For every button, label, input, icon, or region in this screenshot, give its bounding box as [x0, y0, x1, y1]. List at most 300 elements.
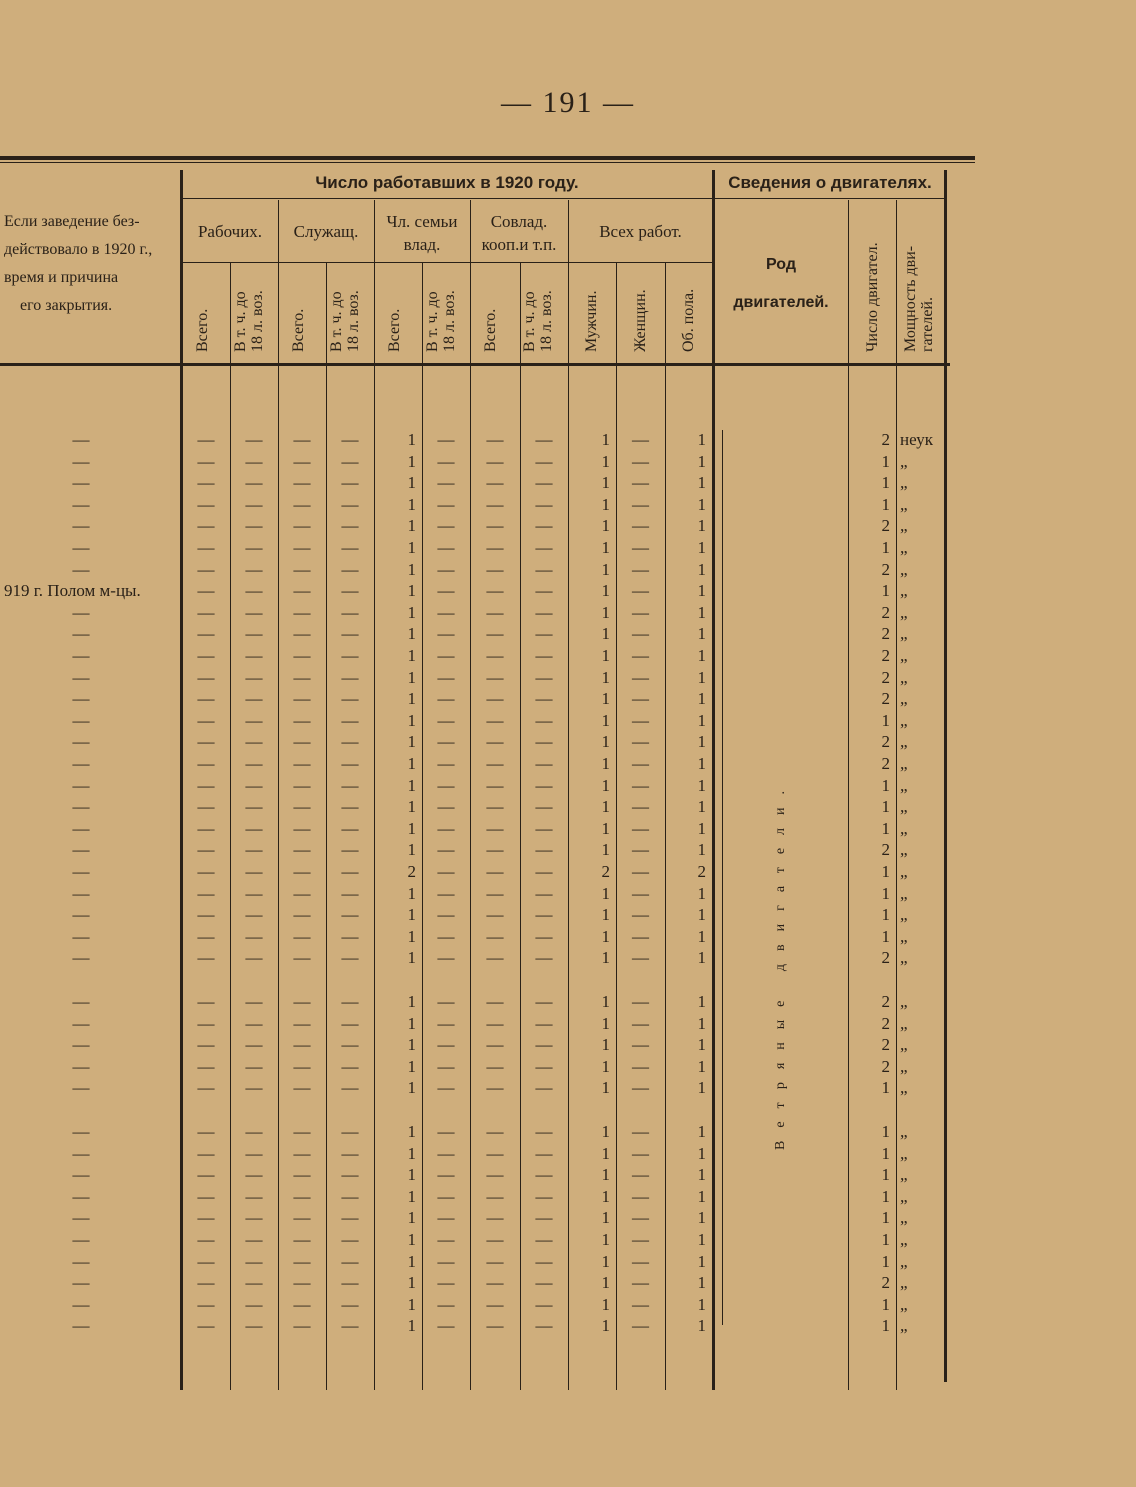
family-total-cell: 1 [407, 689, 416, 709]
engine-power-cell: „ [900, 1122, 908, 1141]
dash-cell: — [535, 883, 553, 903]
dash-cell: — [341, 1035, 359, 1055]
dash-cell: — [245, 624, 263, 644]
subcol-line: В т. ч. до [232, 291, 249, 352]
dash-cell: — [341, 1013, 359, 1033]
dash-cell: — [632, 818, 649, 838]
men-cell: 1 [601, 1122, 610, 1141]
dash-cell: — [535, 732, 553, 752]
dash-cell: — [293, 1251, 311, 1271]
dash-cell: — [341, 581, 359, 601]
both-cell: 1 [697, 710, 706, 730]
dash-cell: — [341, 1316, 359, 1336]
men-cell: 1 [601, 883, 610, 903]
dash-cell: — [293, 926, 311, 946]
family-total-cell: 1 [407, 732, 416, 752]
dash-cell: — [341, 1251, 359, 1271]
dash-cell: — [293, 948, 311, 968]
closure-cell: — [72, 732, 90, 752]
dash-cell: — [245, 602, 263, 622]
family-total-cell: 1 [407, 430, 416, 449]
men-cell: 1 [601, 1186, 610, 1206]
dash-cell: — [632, 559, 649, 579]
both-cell: 1 [697, 1294, 706, 1314]
engine-power-cell: „ [900, 883, 908, 903]
dash-cell: — [293, 992, 311, 1011]
dash-cell: — [486, 1186, 504, 1206]
dash-cell: — [197, 948, 215, 968]
dash-cell: — [245, 948, 263, 968]
dash-cell: — [341, 710, 359, 730]
engine-count-cell: 1 [881, 862, 890, 881]
subcol-line: В т. ч. до [424, 291, 441, 352]
both-cell: 1 [697, 1078, 706, 1098]
engine-power-cell: „ [900, 689, 908, 709]
dash-cell: — [293, 1186, 311, 1206]
dash-cell: — [437, 732, 455, 752]
dash-cell: — [245, 516, 263, 536]
dash-cell: — [486, 1208, 504, 1228]
engine-count-cell: 1 [881, 538, 890, 557]
engine-power-cell: „ [900, 624, 908, 644]
engine-power-cell: „ [900, 797, 908, 817]
dash-cell: — [197, 689, 215, 709]
dash-cell: — [632, 1143, 649, 1163]
men-cell: 1 [601, 948, 610, 968]
men-cell: 1 [601, 538, 610, 557]
men-cell: 1 [601, 992, 610, 1011]
dash-cell: — [197, 883, 215, 903]
dash-cell: — [535, 797, 553, 817]
family-total-cell: 1 [407, 451, 416, 471]
dash-cell: — [245, 1143, 263, 1163]
dash-cell: — [197, 818, 215, 838]
dash-cell: — [245, 1273, 263, 1293]
dash-cell: — [437, 581, 455, 601]
dash-cell: — [293, 1122, 311, 1141]
family-total-cell: 1 [407, 840, 416, 860]
family-total-cell: 1 [407, 1251, 416, 1271]
dash-cell: — [245, 1294, 263, 1314]
dash-cell: — [486, 948, 504, 968]
engine-power-cell: „ [900, 1316, 908, 1336]
dash-cell: — [197, 710, 215, 730]
family-total-cell: 1 [407, 1316, 416, 1336]
subcol-engine-power [902, 246, 936, 352]
subcol-line: В т. ч. до [521, 291, 538, 352]
dash-cell: — [535, 1143, 553, 1163]
engine-type-header-line: Род [766, 256, 796, 273]
dash-cell: — [437, 992, 455, 1011]
dash-cell: — [341, 1165, 359, 1185]
dash-cell: — [245, 1186, 263, 1206]
dash-cell: — [535, 775, 553, 795]
family-total-cell: 2 [407, 862, 416, 881]
dash-cell: — [437, 862, 455, 881]
dash-cell: — [486, 538, 504, 557]
men-cell: 1 [601, 624, 610, 644]
dash-cell: — [437, 689, 455, 709]
dash-cell: — [632, 926, 649, 946]
dash-cell: — [437, 1294, 455, 1314]
dash-cell: — [437, 494, 455, 514]
engine-count-cell: 1 [881, 1251, 890, 1271]
dash-cell: — [437, 1013, 455, 1033]
col-rule [896, 200, 897, 1390]
engine-type-header-line: двигателей. [733, 294, 829, 311]
dash-cell: — [535, 1208, 553, 1228]
dash-cell: — [197, 840, 215, 860]
dash-cell: — [632, 689, 649, 709]
group-family-line: Чл. семьи [386, 212, 458, 231]
engine-count-cell: 1 [881, 473, 890, 493]
engine-count-cell: 1 [881, 451, 890, 471]
dash-cell: — [341, 430, 359, 449]
men-cell: 1 [601, 559, 610, 579]
engines-title-rule [714, 198, 946, 199]
family-total-cell: 1 [407, 581, 416, 601]
dash-cell: — [632, 948, 649, 968]
both-cell: 1 [697, 840, 706, 860]
closure-cell: — [72, 862, 90, 881]
family-total-cell: 1 [407, 1056, 416, 1076]
dash-cell: — [632, 516, 649, 536]
men-cell: 1 [601, 1013, 610, 1033]
men-cell: 1 [601, 775, 610, 795]
dash-cell: — [632, 494, 649, 514]
dash-cell: — [341, 775, 359, 795]
groups-bottom-rule [182, 262, 712, 263]
dash-cell: — [197, 732, 215, 752]
dash-cell: — [632, 1294, 649, 1314]
dash-cell: — [437, 840, 455, 860]
dash-cell: — [245, 473, 263, 493]
dash-cell: — [486, 1035, 504, 1055]
men-cell: 1 [601, 732, 610, 752]
dash-cell: — [437, 754, 455, 773]
closure-cell: — [72, 494, 90, 514]
engine-count-cell: 1 [881, 1294, 890, 1314]
family-total-cell: 1 [407, 473, 416, 493]
engine-count-cell: 1 [881, 883, 890, 903]
dash-cell: — [245, 1056, 263, 1076]
engine-power-cell: „ [900, 862, 908, 881]
engine-power-cell: „ [900, 602, 908, 622]
engine-power-cell: „ [900, 926, 908, 946]
dash-cell: — [197, 516, 215, 536]
page-number: — 191 — [501, 86, 635, 119]
family-total-cell: 1 [407, 1122, 416, 1141]
dash-cell: — [437, 818, 455, 838]
dash-cell: — [535, 473, 553, 493]
closure-cell: — [72, 451, 90, 471]
dash-cell: — [437, 905, 455, 925]
top-rule-thin [0, 162, 975, 163]
family-total-cell: 1 [407, 494, 416, 514]
dash-cell: — [632, 754, 649, 773]
engine-count-cell: 1 [881, 818, 890, 838]
subcol-coowners-total: Всего. [482, 308, 499, 352]
closure-cell: — [72, 1273, 90, 1293]
dash-cell: — [486, 602, 504, 622]
engine-power-cell: „ [900, 451, 908, 471]
dash-cell: — [197, 430, 215, 449]
dash-cell: — [293, 732, 311, 752]
closure-cell: — [72, 1165, 90, 1185]
dash-cell: — [293, 602, 311, 622]
dash-cell: — [197, 797, 215, 817]
dash-cell: — [632, 797, 649, 817]
dash-cell: — [197, 905, 215, 925]
dash-cell: — [341, 926, 359, 946]
dash-cell: — [245, 430, 263, 449]
dash-cell: — [341, 646, 359, 665]
men-cell: 1 [601, 1251, 610, 1271]
family-total-cell: 1 [407, 1013, 416, 1033]
engine-count-cell: 2 [881, 559, 890, 579]
engine-count-cell: 2 [881, 646, 890, 665]
dash-cell: — [341, 1143, 359, 1163]
dash-cell: — [293, 494, 311, 514]
men-cell: 1 [601, 1294, 610, 1314]
dash-cell: — [486, 1056, 504, 1076]
family-total-cell: 1 [407, 905, 416, 925]
dash-cell: — [486, 1143, 504, 1163]
both-cell: 1 [697, 1186, 706, 1206]
dash-cell: — [535, 1294, 553, 1314]
subcol-workers-minors [232, 290, 266, 352]
both-cell: 1 [697, 646, 706, 665]
dash-cell: — [293, 1143, 311, 1163]
dash-cell: — [293, 451, 311, 471]
closure-cell: — [72, 559, 90, 579]
dash-cell: — [293, 1035, 311, 1055]
dash-cell: — [535, 689, 553, 709]
dash-cell: — [535, 430, 553, 449]
subcol-coowners-minors [521, 290, 555, 352]
dash-cell: — [197, 1251, 215, 1271]
dash-cell: — [245, 646, 263, 665]
engine-power-cell: „ [900, 1208, 908, 1228]
dash-cell: — [437, 559, 455, 579]
dash-cell: — [535, 1273, 553, 1293]
dash-cell: — [486, 1165, 504, 1185]
dash-cell: — [535, 905, 553, 925]
dash-cell: — [341, 818, 359, 838]
dash-cell: — [437, 473, 455, 493]
subcol-line: 18 л. воз. [345, 290, 362, 352]
engine-power-cell: „ [900, 1165, 908, 1185]
dash-cell: — [293, 883, 311, 903]
dash-cell: — [341, 862, 359, 881]
dash-cell: — [535, 818, 553, 838]
closure-cell: — [72, 1056, 90, 1076]
dash-cell: — [197, 494, 215, 514]
closure-cell: — [72, 818, 90, 838]
dash-cell: — [535, 667, 553, 687]
col-rule [944, 170, 947, 1382]
family-total-cell: 1 [407, 1208, 416, 1228]
dash-cell: — [341, 559, 359, 579]
dash-cell: — [486, 624, 504, 644]
both-cell: 1 [697, 1013, 706, 1033]
engine-power-cell: „ [900, 1078, 908, 1098]
dash-cell: — [293, 710, 311, 730]
men-cell: 1 [601, 797, 610, 817]
dash-cell: — [437, 883, 455, 903]
dash-cell: — [632, 862, 649, 881]
engine-power-cell: „ [900, 992, 908, 1011]
group-workers: Рабочих. [197, 222, 263, 241]
dash-cell: — [437, 797, 455, 817]
closure-cell: — [72, 992, 90, 1011]
men-cell: 1 [601, 581, 610, 601]
dash-cell: — [486, 516, 504, 536]
dash-cell: — [486, 926, 504, 946]
dash-cell: — [293, 840, 311, 860]
men-cell: 1 [601, 754, 610, 773]
both-cell: 1 [697, 559, 706, 579]
dash-cell: — [197, 1186, 215, 1206]
both-cell: 1 [697, 581, 706, 601]
dash-cell: — [341, 1122, 359, 1141]
family-total-cell: 1 [407, 775, 416, 795]
both-cell: 1 [697, 818, 706, 838]
dash-cell: — [486, 1316, 504, 1336]
workers-1920-title: Число работавших в 1920 году. [315, 173, 579, 192]
dash-cell: — [535, 602, 553, 622]
group-family [374, 210, 470, 256]
subcol-engine-count: Число двигател. [864, 242, 881, 352]
men-cell: 2 [601, 862, 610, 881]
men-cell: 1 [601, 473, 610, 493]
family-total-cell: 1 [407, 1294, 416, 1314]
dash-cell: — [245, 538, 263, 557]
dash-cell: — [197, 1208, 215, 1228]
engine-count-cell: 2 [881, 602, 890, 622]
both-cell: 1 [697, 430, 706, 449]
dash-cell: — [535, 840, 553, 860]
family-total-cell: 1 [407, 992, 416, 1011]
closure-header-line: время и причина [4, 269, 119, 286]
both-cell: 1 [697, 1122, 706, 1141]
dash-cell: — [245, 840, 263, 860]
engine-count-cell: 1 [881, 494, 890, 514]
engine-count-cell: 2 [881, 430, 890, 449]
dash-cell: — [341, 473, 359, 493]
dash-cell: — [535, 538, 553, 557]
dash-cell: — [197, 992, 215, 1011]
closure-header-line: действовало в 1920 г., [4, 241, 153, 258]
dash-cell: — [486, 754, 504, 773]
engine-count-cell: 2 [881, 1056, 890, 1076]
dash-cell: — [197, 624, 215, 644]
dash-cell: — [293, 559, 311, 579]
dash-cell: — [197, 926, 215, 946]
workers-1920-title-rule [182, 198, 712, 199]
dash-cell: — [245, 689, 263, 709]
closure-cell: — [72, 430, 90, 449]
dash-cell: — [632, 538, 649, 557]
dash-cell: — [245, 754, 263, 773]
dash-cell: — [197, 1165, 215, 1185]
dash-cell: — [486, 1078, 504, 1098]
engine-count-cell: 1 [881, 1078, 890, 1098]
dash-cell: — [293, 538, 311, 557]
dash-cell: — [341, 667, 359, 687]
both-cell: 1 [697, 948, 706, 968]
closure-cell: 919 г. Полом м-цы. [4, 581, 141, 601]
dash-cell: — [437, 602, 455, 622]
dash-cell: — [341, 840, 359, 860]
family-total-cell: 1 [407, 538, 416, 557]
family-total-cell: 1 [407, 559, 416, 579]
closure-cell: — [72, 1251, 90, 1271]
dash-cell: — [437, 624, 455, 644]
dash-cell: — [632, 732, 649, 752]
men-cell: 1 [601, 451, 610, 471]
dash-cell: — [535, 494, 553, 514]
dash-cell: — [632, 667, 649, 687]
dash-cell: — [245, 1078, 263, 1098]
dash-cell: — [632, 602, 649, 622]
dash-cell: — [486, 1122, 504, 1141]
men-cell: 1 [601, 1143, 610, 1163]
subcol-family-total: Всего. [386, 308, 403, 352]
dash-cell: — [341, 494, 359, 514]
dash-cell: — [535, 451, 553, 471]
dash-cell: — [535, 992, 553, 1011]
dash-cell: — [437, 1316, 455, 1336]
dash-cell: — [341, 883, 359, 903]
dash-cell: — [245, 926, 263, 946]
dash-cell: — [341, 516, 359, 536]
engine-count-cell: 1 [881, 797, 890, 817]
family-total-cell: 1 [407, 667, 416, 687]
dash-cell: — [486, 840, 504, 860]
dash-cell: — [197, 667, 215, 687]
dash-cell: — [197, 1143, 215, 1163]
dash-cell: — [245, 1122, 263, 1141]
dash-cell: — [486, 667, 504, 687]
engine-count-cell: 1 [881, 1208, 890, 1228]
header-bottom-rule [0, 363, 950, 366]
dash-cell: — [341, 1056, 359, 1076]
men-cell: 1 [601, 667, 610, 687]
dash-cell: — [535, 1013, 553, 1033]
dash-cell: — [632, 1122, 649, 1141]
family-total-cell: 1 [407, 1186, 416, 1206]
both-cell: 2 [697, 862, 706, 881]
engine-count-cell: 1 [881, 1230, 890, 1249]
family-total-cell: 1 [407, 926, 416, 946]
group-all: Всех работ. [599, 222, 682, 241]
dash-cell: — [632, 624, 649, 644]
family-total-cell: 1 [407, 883, 416, 903]
dash-cell: — [341, 992, 359, 1011]
dash-cell: — [486, 1013, 504, 1033]
engine-power-cell: „ [900, 775, 908, 795]
closure-cell: — [72, 667, 90, 687]
engine-power-cell: „ [900, 1143, 908, 1163]
men-cell: 1 [601, 1316, 610, 1336]
dash-cell: — [245, 905, 263, 925]
closure-cell: — [72, 840, 90, 860]
engine-count-cell: 2 [881, 624, 890, 644]
dash-cell: — [535, 516, 553, 536]
dash-cell: — [486, 1251, 504, 1271]
dash-cell: — [197, 862, 215, 881]
